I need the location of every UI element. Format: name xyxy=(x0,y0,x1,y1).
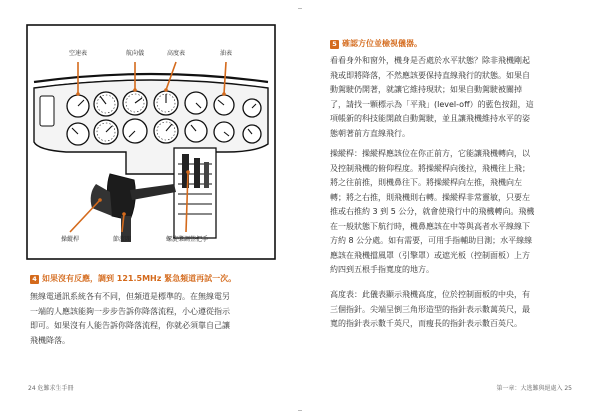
altimeter-paragraph xyxy=(330,288,574,332)
text-line: 即可。如果沒有人能告訴你降落流程，你就必須靠自己讓 xyxy=(30,321,230,330)
text-line: 應該在飛機擋風罩（引擎罩）或遮光板（控制面板）上方 xyxy=(330,250,530,260)
text-line: 轉；將之右推，則飛機則右轉。操縱桿非常靈敏，只要左 xyxy=(330,192,530,202)
text-line: 在一般狀態下航行時，機鼻應該在中等與高者水平線線下 xyxy=(330,221,530,231)
right-footer: 第一章：大逃難與絕處入 25 xyxy=(496,385,572,392)
text-line: 將之往前推，則機鼻往下。將操縱桿向左推，飛機向左 xyxy=(330,178,522,187)
yoke-callout: 操縱桿 xyxy=(60,236,79,243)
yoke-paragraph xyxy=(330,147,574,278)
text-line: 飛或即將降落，不然應該要保持直線飛行的狀態。如果自 xyxy=(330,70,530,80)
text-line: 態朝著前方直線飛行。 xyxy=(330,128,410,138)
throttle-callout: 節流閥 xyxy=(112,236,131,243)
prop-control-callout: 螺旋槳調整把手 xyxy=(166,236,209,243)
orientation-paragraph xyxy=(330,54,574,141)
text-line: 約四到五根手指寬度的地方。 xyxy=(330,265,434,274)
text-line: 看看身外和窗外，機身是否處於水平狀態？除非飛機剛起 xyxy=(330,56,530,65)
text-line: 方約 8 公分處。如有需要，可用手指輔助目測；水平線線 xyxy=(330,236,533,245)
step-heading-text: 如果沒有反應，調到 121.5MHz 緊急頻道再試一次。 xyxy=(42,274,237,283)
step-heading-text: 確認方位並檢視儀器。 xyxy=(342,39,422,48)
text-line: 高度表：此儀表顯示飛機高度，位於控制面板的中央，有 xyxy=(330,290,530,299)
text-line: 推或右推約 3 到 5 公分，就會使飛行中的飛機轉向。飛機 xyxy=(330,207,535,216)
right-page xyxy=(300,0,600,419)
step-4-heading xyxy=(30,273,236,284)
cockpit-illustration xyxy=(26,24,276,260)
step-number: 4 xyxy=(30,275,39,284)
text-line: 寬的指針表示數千英尺，而瘦長的指針表示數百英尺。 xyxy=(330,319,522,328)
text-line: 一端的人應該能夠一步步告訴你降落流程，小心遵從指示 xyxy=(30,306,230,316)
text-line: 飛機降落。 xyxy=(30,335,70,345)
text-line: 無線電通訊系統各有不同，但頻道是標準的。在無線電另 xyxy=(30,292,230,301)
text-line: 及控制飛機的俯仰程度。將操縱桿向後拉，飛機往上飛； xyxy=(330,163,530,173)
text-line: 動駕駛仍開著，就讓它維持現狀；如果自動駕駛被關掉 xyxy=(330,85,522,94)
left-body-paragraph xyxy=(30,290,270,348)
step-number: 5 xyxy=(330,40,339,49)
left-footer: 24 危難求生手冊 xyxy=(28,385,74,392)
altimeter-callout: 高度表 xyxy=(166,50,185,57)
text-line: 操縱桿：操縱桿應該位在你正前方，它能讓飛機轉向，以 xyxy=(330,149,530,158)
cockpit-diagram xyxy=(26,24,276,260)
text-line: 了，請找一顆標示為「平飛」(level-off）的藍色按鈕，這 xyxy=(330,99,534,109)
heading-indicator-callout: 航向儀 xyxy=(125,50,144,57)
text-line: 三個指針。尖端呈倒三角形造型的指針表示數萬英尺，最 xyxy=(330,304,530,314)
airspeed-callout: 空速表 xyxy=(68,50,87,57)
step-5-heading xyxy=(330,38,422,49)
text-line: 項帳新的科技能開啟自動駕駛，並且讓飛機維持水平的姿 xyxy=(330,114,530,123)
fuel-gauge-callout: 油表 xyxy=(219,50,232,57)
